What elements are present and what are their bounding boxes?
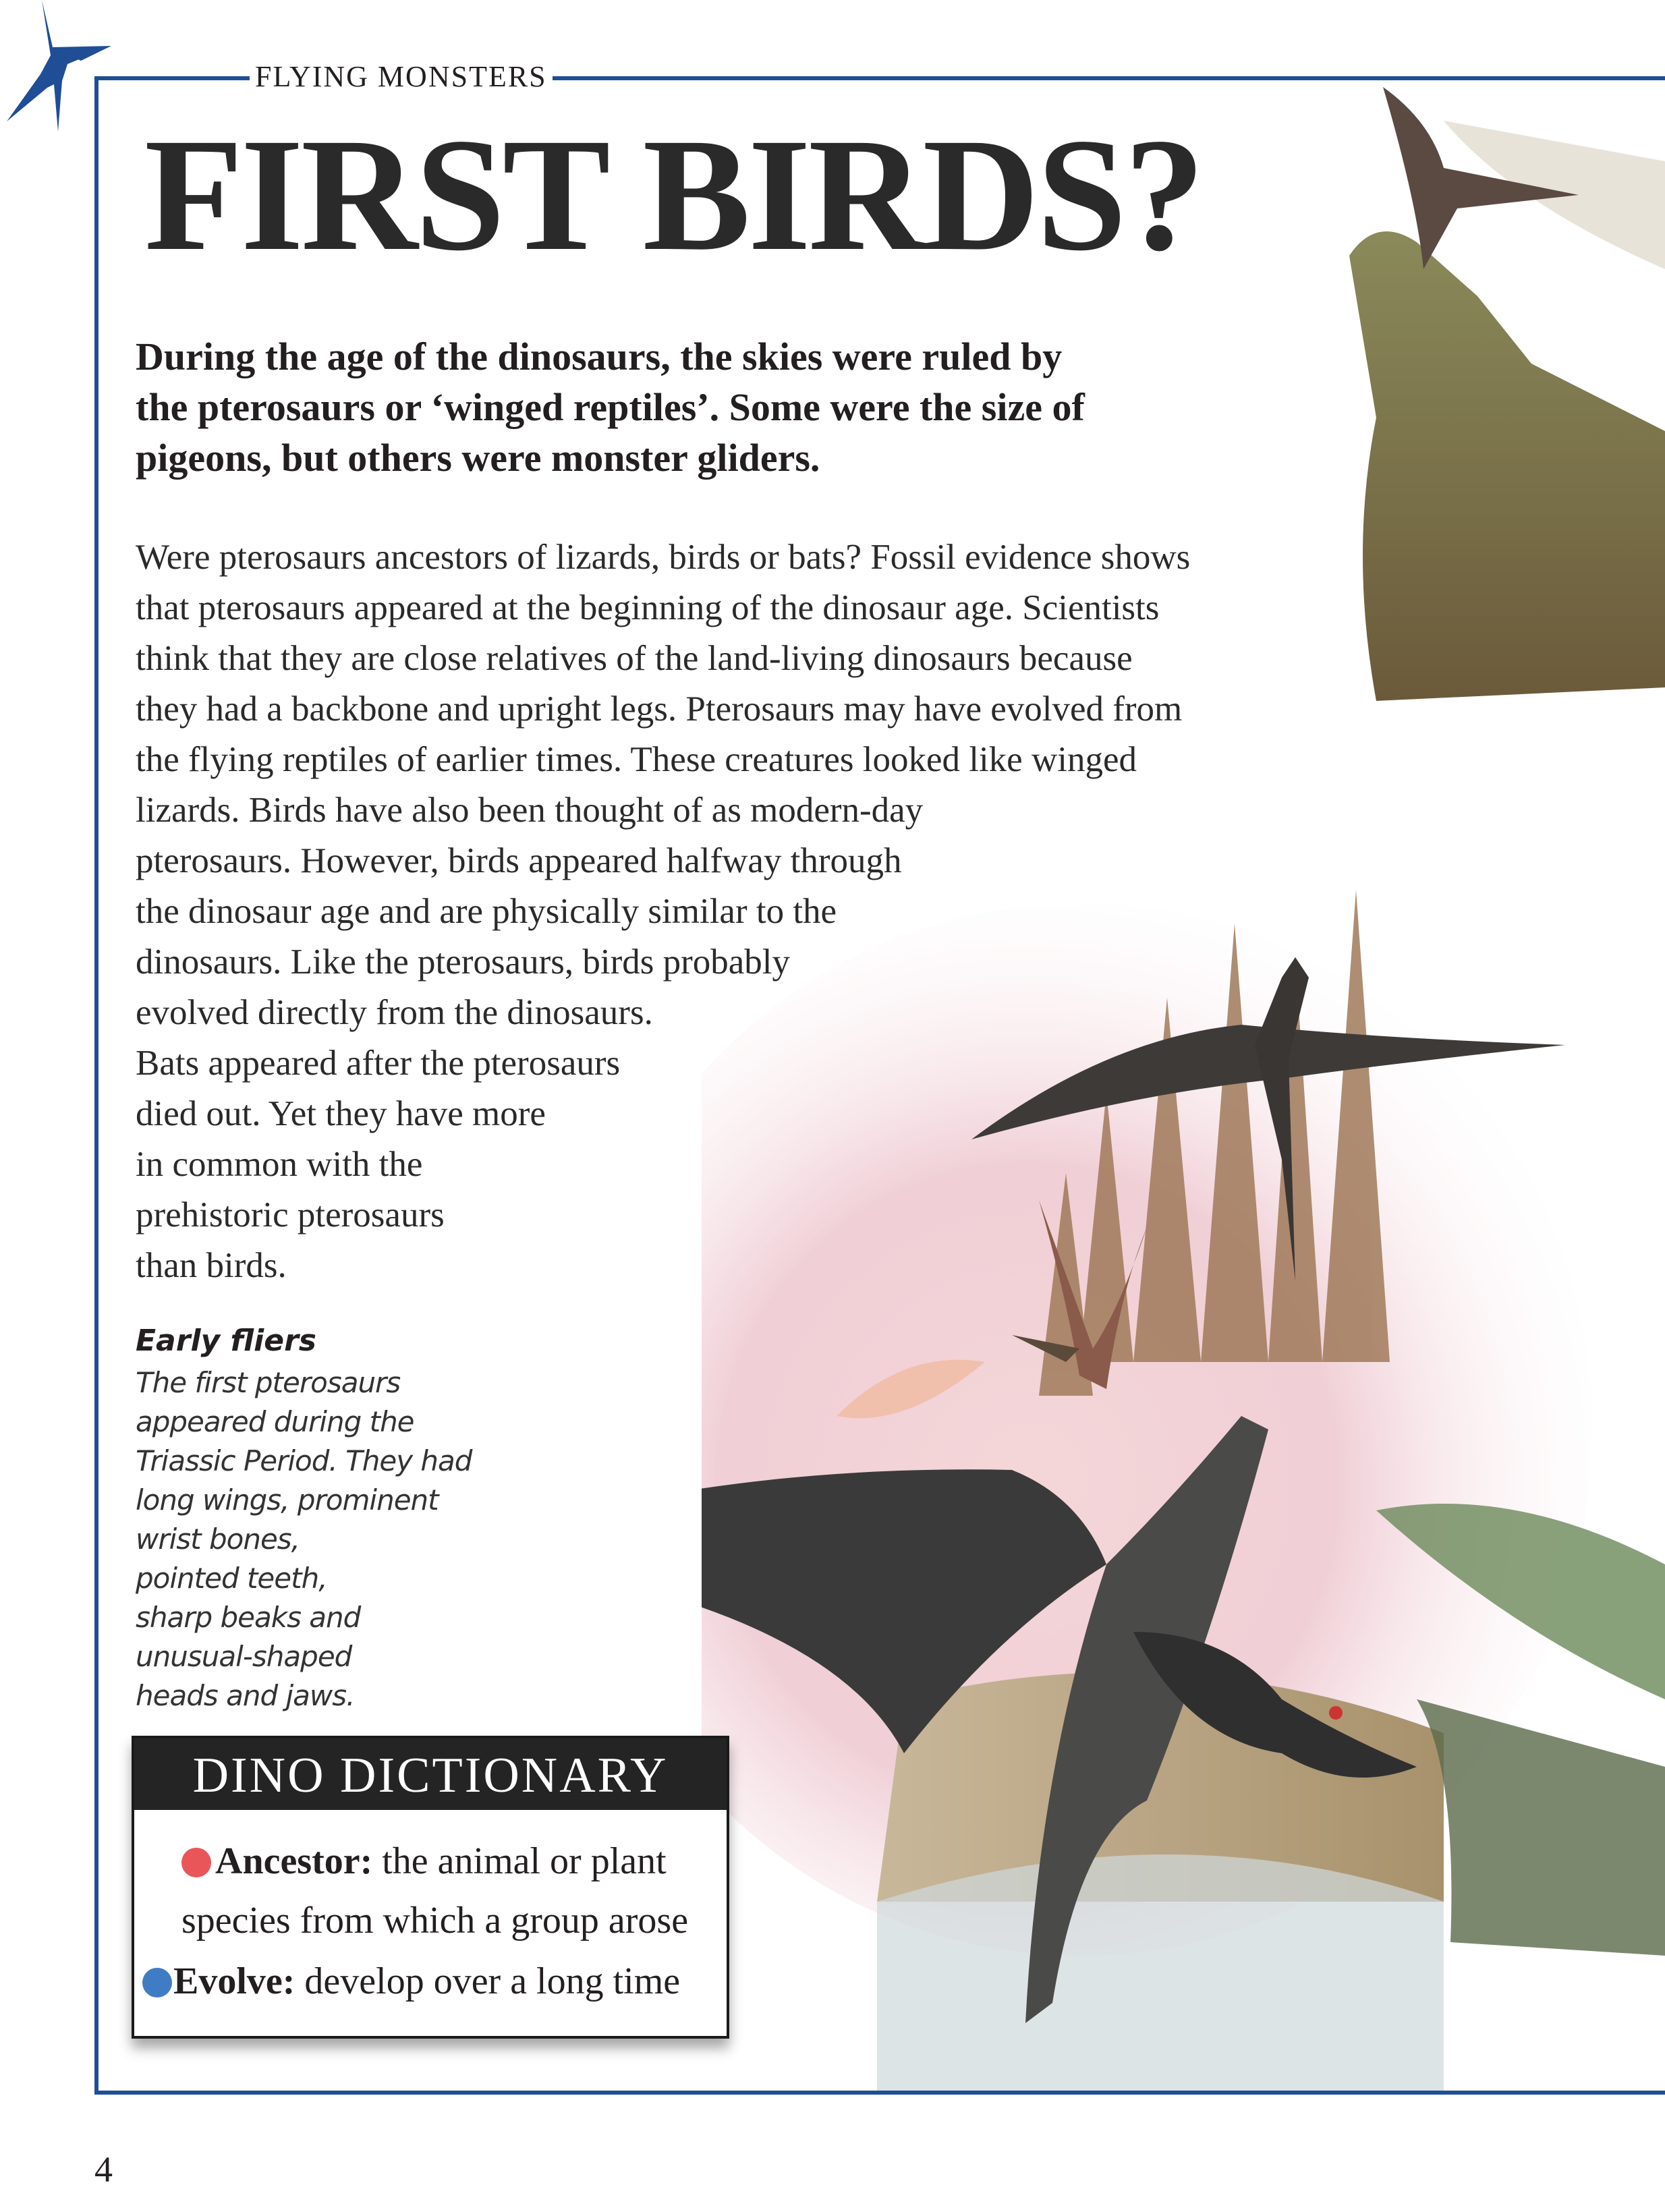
caption-line: unusual-shaped — [136, 1640, 352, 1673]
body-line: Bats appeared after the pterosaurs — [136, 1044, 621, 1083]
intro-line: the pterosaurs or ‘winged reptiles’. Some were the size of — [136, 385, 1085, 429]
dictionary-definition: the animal or plant — [382, 1840, 667, 1882]
caption-line: long wings, prominent — [136, 1483, 439, 1516]
body-line: the flying reptiles of earlier times. These creatures looked like winged — [136, 740, 1137, 779]
red-bullet-icon — [181, 1848, 211, 1877]
caption-line: Triassic Period. They had — [136, 1444, 472, 1477]
dictionary-term: Ancestor: — [215, 1840, 373, 1882]
dino-dictionary-title: DINO DICTIONARY — [134, 1738, 727, 1810]
body-line: think that they are close relatives of the land-living dinosaurs because — [136, 639, 1133, 678]
caption-title: Early fliers — [136, 1324, 316, 1358]
pterosaur-illustration — [702, 80, 1665, 2091]
body-line: Were pterosaurs ancestors of lizards, birds or bats? Fossil evidence shows — [136, 538, 1191, 577]
dictionary-definition: develop over a long time — [304, 1960, 681, 2002]
caption-line: appeared during the — [136, 1405, 414, 1438]
body-line: that pterosaurs appeared at the beginning of the dinosaur age. Scientists — [136, 588, 1160, 627]
body-line: died out. Yet they have more — [136, 1094, 546, 1133]
body-line: than birds. — [136, 1246, 287, 1285]
body-line: in common with the — [136, 1145, 423, 1184]
body-line: the dinosaur age and are physically similar to the — [136, 892, 837, 931]
dino-dictionary-box — [132, 1736, 729, 2039]
caption-line: sharp beaks and — [136, 1601, 361, 1634]
blue-bullet-icon — [142, 1968, 172, 1997]
frame-left-rule — [94, 76, 98, 2095]
dictionary-entry-ancestor — [181, 1840, 667, 1883]
caption-line: wrist bones, — [136, 1523, 300, 1556]
body-line: they had a backbone and upright legs. Pterosaurs may have evolved from — [136, 689, 1183, 729]
dictionary-entry-evolve — [142, 1960, 680, 2003]
intro-line: pigeons, but others were monster gliders. — [136, 436, 820, 480]
intro-line: During the age of the dinosaurs, the skies were ruled by — [136, 335, 1063, 378]
section-label: FLYING MONSTERS — [250, 59, 553, 94]
body-line: prehistoric pterosaurs — [136, 1195, 445, 1235]
caption-line: heads and jaws. — [136, 1679, 355, 1712]
dictionary-definition-continued: species from which a group arose — [181, 1900, 689, 1941]
body-line: dinosaurs. Like the pterosaurs, birds probably — [136, 942, 790, 982]
body-line: pterosaurs. However, birds appeared halfway through — [136, 841, 902, 880]
page-number: 4 — [94, 2149, 113, 2190]
frame-bottom-rule — [94, 2091, 1665, 2095]
body-line: lizards. Birds have also been thought of as modern-day — [136, 791, 924, 830]
caption-line: pointed teeth, — [136, 1562, 327, 1595]
caption-line: The first pterosaurs — [136, 1366, 401, 1399]
page-title: FIRST BIRDS? — [144, 105, 1203, 284]
body-line: evolved directly from the dinosaurs. — [136, 993, 653, 1032]
dictionary-term: Evolve: — [173, 1960, 295, 2002]
